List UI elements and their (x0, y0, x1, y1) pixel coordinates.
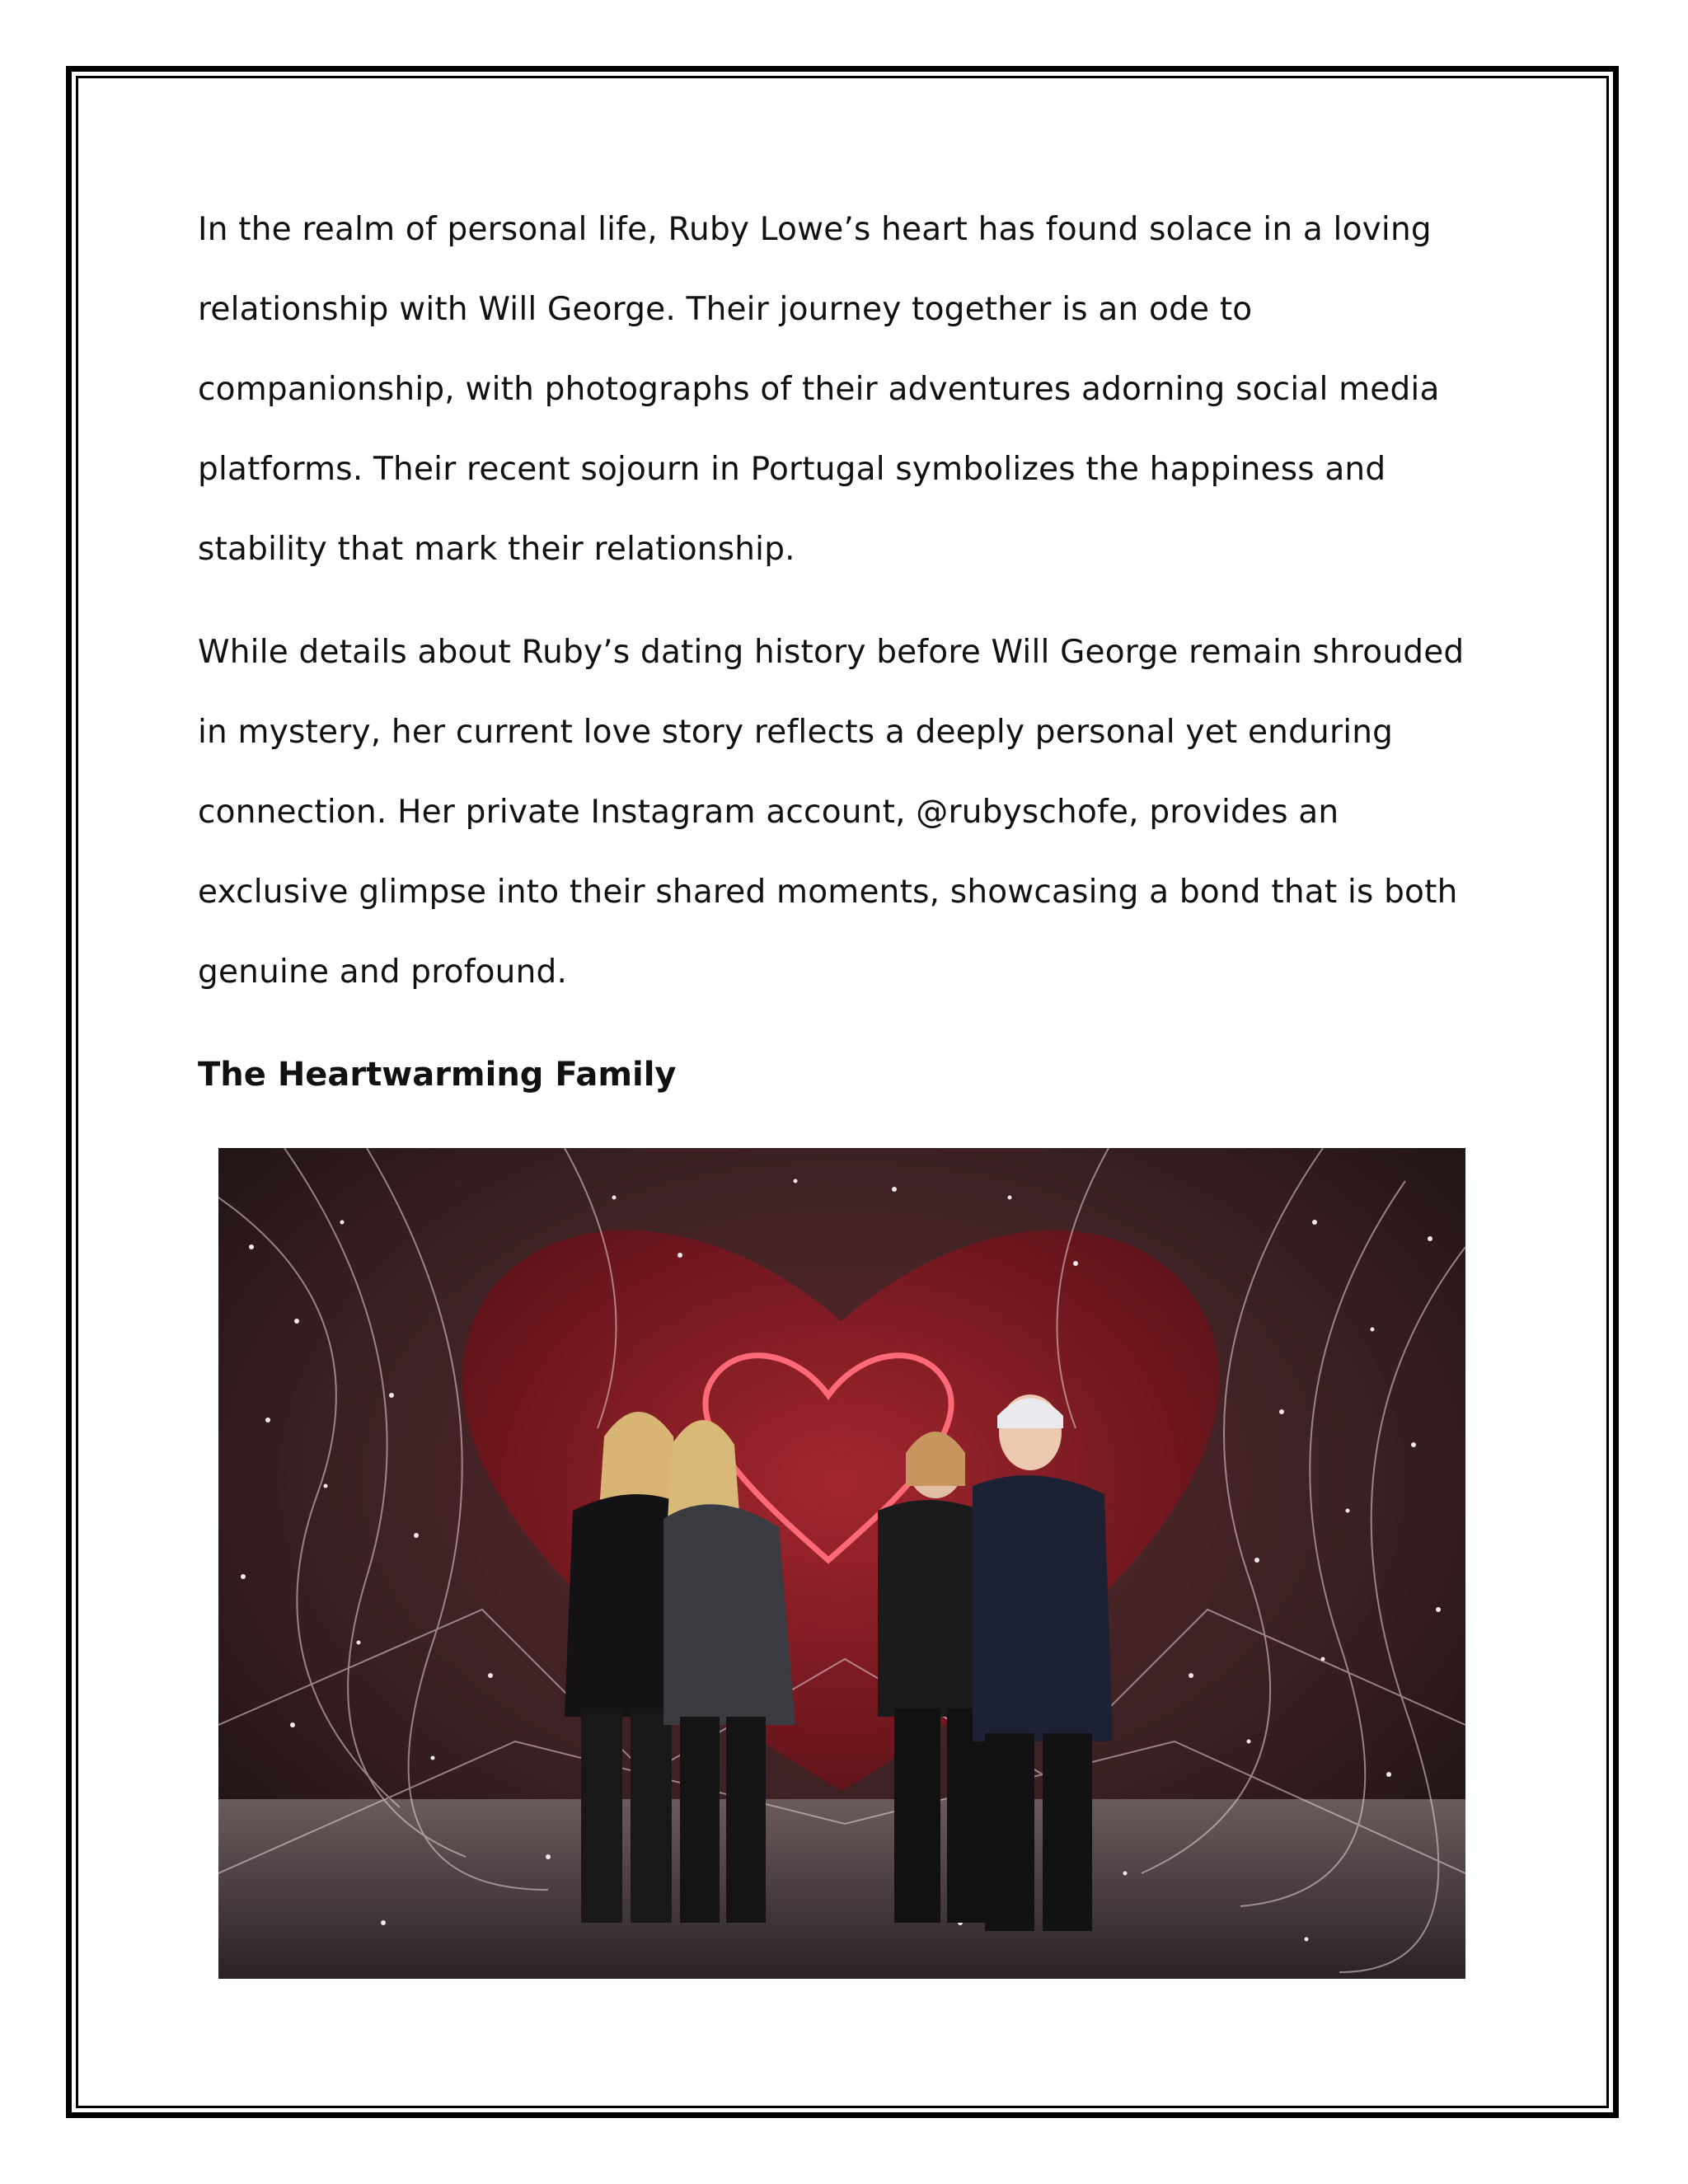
document-body (198, 190, 1492, 1115)
paragraph-relationship: In the realm of personal life, Ruby Lowe’s heart has found solace in a loving relationship with Will George. Their journey together is an ode to companionship, with photographs of their adventures adorning social media platforms. Their recent sojourn in Portugal symbolizes the happiness and stability that mark their relationship. (198, 211, 1440, 568)
section-heading: The Heartwarming Family (198, 1056, 677, 1094)
family-photo-illustration (218, 1148, 1465, 1979)
family-photo (218, 1148, 1465, 1979)
paragraph-dating-history: While details about Ruby’s dating history before Will George remain shrouded in mystery, her current love story reflects a deeply personal yet enduring connection. Her private Instagram account, @rubyschofe, provides an exclusive glimpse into their shared moments, showcasing a bond that is both genuine and profound. (198, 634, 1465, 991)
reflective-floor (218, 1799, 1465, 1979)
